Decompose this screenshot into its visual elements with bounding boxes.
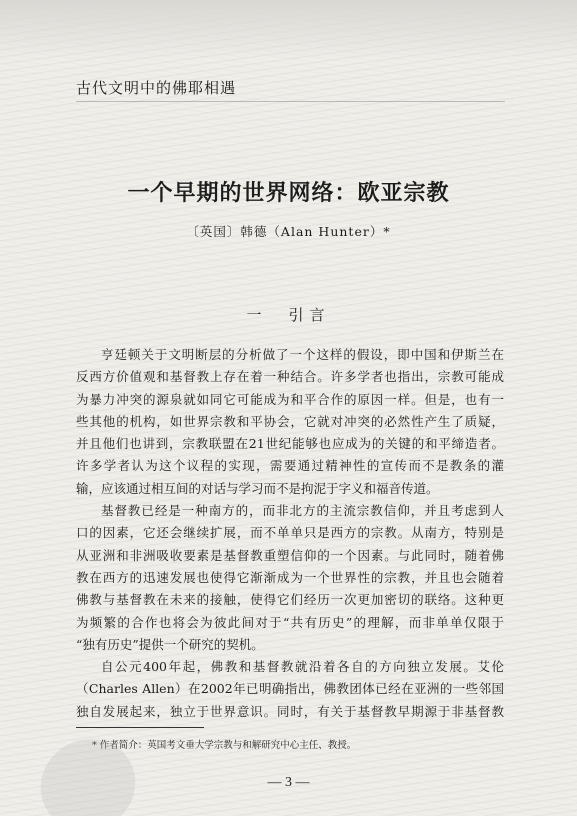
header-rule <box>76 101 505 102</box>
body-line: 独自发展起来，独立于世界意识。同时，有关于基督教早期源于非基督教 <box>76 703 504 719</box>
running-head: 古代文明中的佛耶相遇 <box>76 79 237 97</box>
scan-shadow <box>0 0 577 60</box>
body-line: 许多学者认为这个议程的实现，需要通过精神性的宣传而不是教条的灌 <box>76 458 504 474</box>
body-line: 佛教与基督教在未来的接触，使得它们经历一次更加密切的联络。这种更 <box>76 592 504 608</box>
body-text <box>76 344 504 723</box>
body-line: 为暴力冲突的源泉就如同它可能成为和平合作的原因一样。但是，也有一 <box>76 391 504 407</box>
body-line: 反西方价值观和基督教上存在着一种结合。许多学者也指出，宗教可能成 <box>76 369 504 385</box>
body-line: “独有历史”提供一个研究的契机。 <box>76 636 264 652</box>
body-line: 自公元400年起，佛教和基督教就沿着各自的方向独立发展。艾伦 <box>101 659 504 675</box>
body-line: 基督教已经是一种南方的，而非北方的主流宗教信仰，并且考虑到人 <box>101 503 504 519</box>
body-line: 些其他的机构，如世界宗教和平协会，它就对冲突的必然性产生了质疑， <box>76 413 504 429</box>
body-line: 教在西方的迅速发展也使得它渐渐成为一个世界性的宗教，并且也会随着 <box>76 569 504 585</box>
body-line: （Charles Allen）在2002年已明确指出，佛教团体已经在亚洲的一些邻国 <box>76 681 504 697</box>
article-author: 〔英国〕韩德（Alan Hunter）* <box>186 224 391 239</box>
body-line: 口的因素，它还会继续扩展，而不单单只是西方的宗教。从南方，特别是 <box>76 525 504 541</box>
page-number: — 3 — <box>267 775 310 790</box>
footnote-rule <box>76 727 204 728</box>
body-line: 为频繁的合作也将会为彼此间对于“共有历史”的理解，而非单单仅限于 <box>76 614 504 630</box>
body-line: 从亚洲和非洲吸收要素是基督教重塑信仰的一个因素。与此同时，随着佛 <box>76 547 504 563</box>
section-heading: 一 引言 <box>246 306 331 324</box>
body-line: 并且他们也讲到，宗教联盟在21世纪能够也应成为的关键的和平缔造者。 <box>76 436 504 452</box>
body-line: 亨廷顿关于文明断层的分析做了一个这样的假设，即中国和伊斯兰在 <box>101 347 504 362</box>
footnote: * 作者简介：英国考文垂大学宗教与和解研究中心主任、教授。 <box>92 740 357 751</box>
article-title: 一个早期的世界网络：欧亚宗教 <box>127 181 450 206</box>
body-line: 输，应该通过相互间的对话与学习而不是拘泥于字义和福音传道。 <box>76 480 439 496</box>
